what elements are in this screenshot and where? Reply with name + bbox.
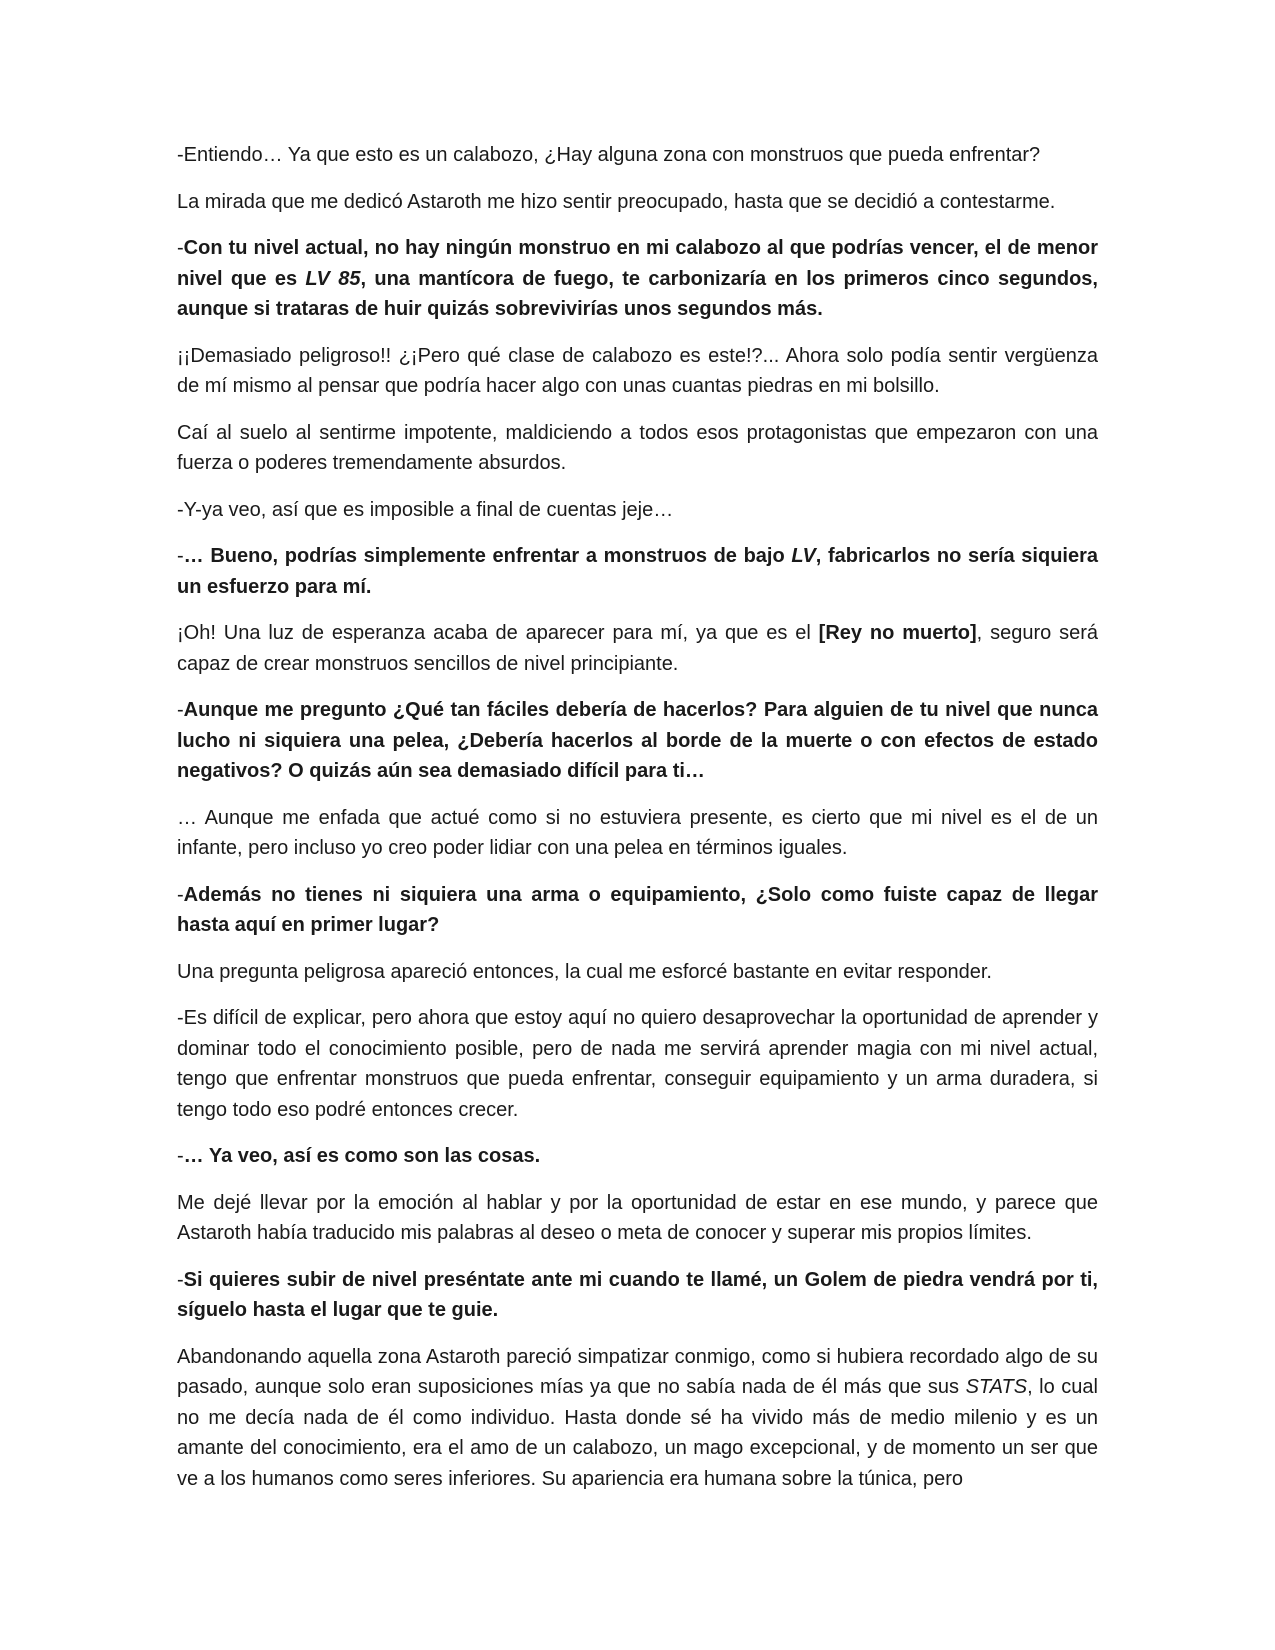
paragraph <box>177 187 1098 218</box>
text-run: ¡Oh! Una luz de esperanza acaba de aparecer para mí, ya que es el <box>177 622 819 644</box>
paragraph <box>177 1141 1098 1172</box>
paragraph <box>177 618 1098 679</box>
paragraph <box>177 1003 1098 1125</box>
text-run: … Bueno, podrías simplemente enfrentar a monstruos de bajo <box>183 545 792 567</box>
text-run: Si quieres subir de nivel preséntate ante mi cuando te llamé, un Golem de piedra vendrá por ti, síguelo hasta el lugar que te guie. <box>177 1268 1098 1321</box>
text-run: La mirada que me dedicó Astaroth me hizo sentir preocupado, hasta que se decidió a contestarme. <box>177 190 1056 213</box>
text-run: -Y-ya veo, así que es imposible a final de cuentas jeje… <box>177 498 674 521</box>
paragraph <box>177 803 1098 864</box>
text-run: Caí al suelo al sentirme impotente, maldiciendo a todos esos protagonistas que empezaron con una fuerza o poderes tremendamente absurdos. <box>177 421 1098 474</box>
text-run: LV <box>791 545 816 567</box>
text-run: Además no tienes ni siquiera una arma o equipamiento, ¿Solo como fuiste capaz de llegar hasta aquí en primer lugar? <box>177 883 1098 936</box>
paragraph <box>177 695 1098 787</box>
text-run: - <box>177 883 184 906</box>
paragraph <box>177 140 1098 171</box>
text-run: Una pregunta peligrosa apareció entonces, la cual me esforcé bastante en evitar responder. <box>177 960 992 983</box>
text-run: LV 85 <box>305 267 361 290</box>
paragraph <box>177 880 1098 941</box>
text-run: - <box>177 545 184 567</box>
text-run: STATS <box>965 1376 1028 1398</box>
text-run: ¡¡Demasiado peligroso!! ¿¡Pero qué clase de calabozo es este!?... Ahora solo podía sentir vergüenza de mí mismo al pensar que podría hacer algo con unas cuantas piedras en mi bolsillo. <box>177 344 1098 397</box>
document-body <box>177 140 1098 1510</box>
paragraph <box>177 541 1098 602</box>
paragraph <box>177 233 1098 325</box>
paragraph <box>177 957 1098 988</box>
text-run: -Es difícil de explicar, pero ahora que estoy aquí no quiero desaprovechar la oportunidad de aprender y dominar todo el conocimiento posible, pero de nada me servirá aprender magia con mi nivel actual, tengo que enfrentar monstruos que pueda enfrentar, conseguir equipamiento y un arma duradera, si tengo todo eso podré entonces crecer. <box>177 1007 1098 1121</box>
paragraph <box>177 1188 1098 1249</box>
text-run: … Ya veo, así es como son las cosas. <box>183 1145 541 1167</box>
text-run: - <box>177 237 184 259</box>
paragraph <box>177 495 1098 526</box>
text-run: Con tu nivel actual, no hay ningún monstruo en mi calabozo al que podrías vencer, el de menor nivel que es <box>177 237 1098 290</box>
text-run: , fabricarlos no sería siquiera un esfuerzo para mí. <box>177 545 1099 598</box>
text-run: -Entiendo… Ya que esto es un calabozo, ¿Hay alguna zona con monstruos que pueda enfrentar? <box>177 144 1041 166</box>
text-run: Abandonando aquella zona Astaroth pareció simpatizar conmigo, como si hubiera recordado algo de su pasado, aunque solo eran suposiciones mías ya que no sabía nada de él más que sus <box>177 1345 1098 1398</box>
paragraph <box>177 418 1098 479</box>
text-run: , seguro será capaz de crear monstruos sencillos de nivel principiante. <box>177 622 1099 675</box>
paragraph <box>177 1265 1098 1326</box>
text-run: , una mantícora de fuego, te carbonizaría en los primeros cinco segundos, aunque si trataras de huir quizás sobrevivirías unos segundos más. <box>177 267 1098 320</box>
text-run: Aunque me pregunto ¿Qué tan fáciles debería de hacerlos? Para alguien de tu nivel que nunca lucho ni siquiera una pelea, ¿Debería hacerlos al borde de la muerte o con efectos de estado negativos? O quizás aún sea demasiado difícil para ti… <box>177 699 1098 782</box>
text-run: Me dejé llevar por la emoción al hablar y por la oportunidad de estar en ese mundo, y parece que Astaroth había traducido mis palabras al deseo o meta de conocer y superar mis propios límites. <box>177 1191 1098 1244</box>
text-run: - <box>177 1145 184 1167</box>
text-run: - <box>177 699 184 721</box>
text-run: [Rey no muerto] <box>818 622 977 644</box>
paragraph <box>177 341 1098 402</box>
text-run: … Aunque me enfada que actué como si no estuviera presente, es cierto que mi nivel es el de un infante, pero incluso yo creo poder lidiar con una pelea en términos iguales. <box>177 806 1098 859</box>
text-run: - <box>177 1268 184 1291</box>
paragraph <box>177 1342 1098 1495</box>
text-run: , lo cual no me decía nada de él como individuo. Hasta donde sé ha vivido más de medio milenio y es un amante del conocimiento, era el amo de un calabozo, un mago excepcional, y de momento un ser que ve a los humanos como seres inferiores. Su apariencia era humana sobre la túnica, pero <box>177 1376 1098 1490</box>
